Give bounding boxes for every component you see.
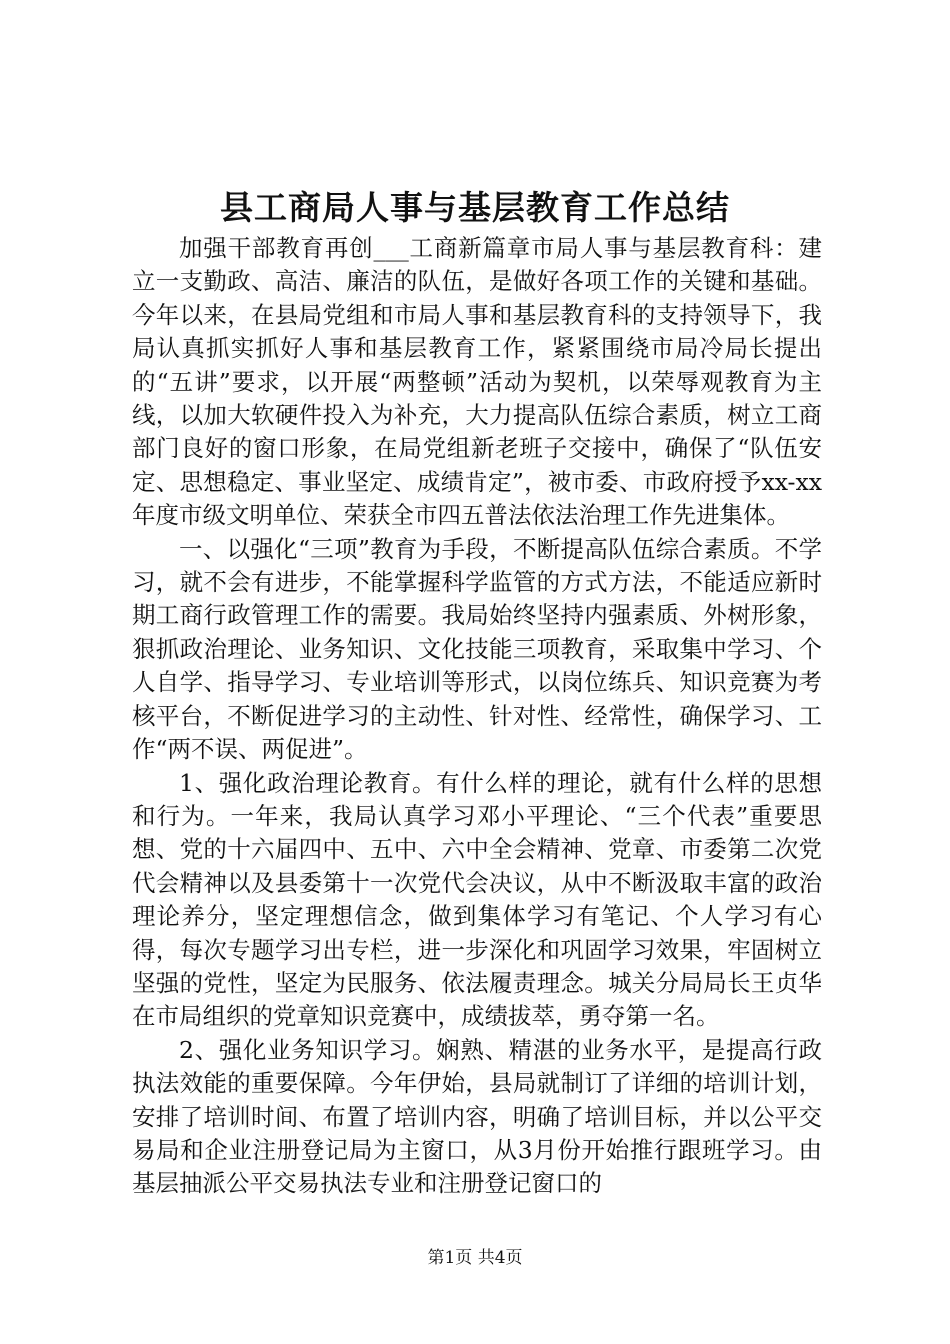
paragraph-intro: 加强干部教育再创___工商新篇章市局人事与基层教育科：建立一支勤政、高洁、廉洁的队伍，是做好各项工作的关键和基础。今年以来，在县局党组和市局人事和基层教育科的支持领导下，我局认真抓实抓好人事和基层教育工作，紧紧围绕市局冷局长提出的“五讲”要求，以开展“两整顿”活动为契机，以荣辱观教育为主线，以加大软硬件投入为补充，大力提高队伍综合素质，树立工商部门良好的窗口形象，在局党组新老班子交接中，确保了“队伍安定、思想稳定、事业坚定、成绩肯定”，被市委、市政府授予xx-xx年度市级文明单位、荣获全市四五普法依法治理工作先进集体。 [132,234,822,530]
document-title: 县工商局人事与基层教育工作总结 [220,188,730,227]
document-body [132,232,822,1201]
page-footer: 第1页 共4页 [427,1248,523,1268]
paragraph-political-theory: 1、强化政治理论教育。有什么样的理论，就有什么样的思想和行为。一年来，我局认真学习邓小平理论、“三个代表”重要思想、党的十六届四中、五中、六中全会精神、党章、市委第二次党代会精神以及县委第十一次党代会决议，从中不断汲取丰富的政治理论养分，坚定理想信念，做到集体学习有笔记、个人学习有心得，每次专题学习出专栏，进一步深化和巩固学习效果，牢固树立坚强的党性，坚定为民服务、依法履责理念。城关分局局长王贞华在市局组织的党章知识竞赛中，成绩拔萃，勇夺第一名。 [132,768,822,1031]
paragraph-business-knowledge: 2、强化业务知识学习。娴熟、精湛的业务水平，是提高行政执法效能的重要保障。今年伊始，县局就制订了详细的培训计划，安排了培训时间、布置了培训内容，明确了培训目标，并以公平交易局和企业注册登记局为主窗口，从3月份开始推行跟班学习。由基层抽派公平交易执法专业和注册登记窗口的 [132,1035,822,1198]
paragraph-section-1: 一、以强化“三项”教育为手段，不断提高队伍综合素质。不学习，就不会有进步，不能掌握科学监管的方式方法，不能适应新时期工商行政管理工作的需要。我局始终坚持内强素质、外树形象，狠抓政治理论、业务知识、文化技能三项教育，采取集中学习、个人自学、指导学习、专业培训等形式，以岗位练兵、知识竞赛为考核平台，不断促进学习的主动性、针对性、经常性，确保学习、工作“两不误、两促进”。 [132,534,822,764]
